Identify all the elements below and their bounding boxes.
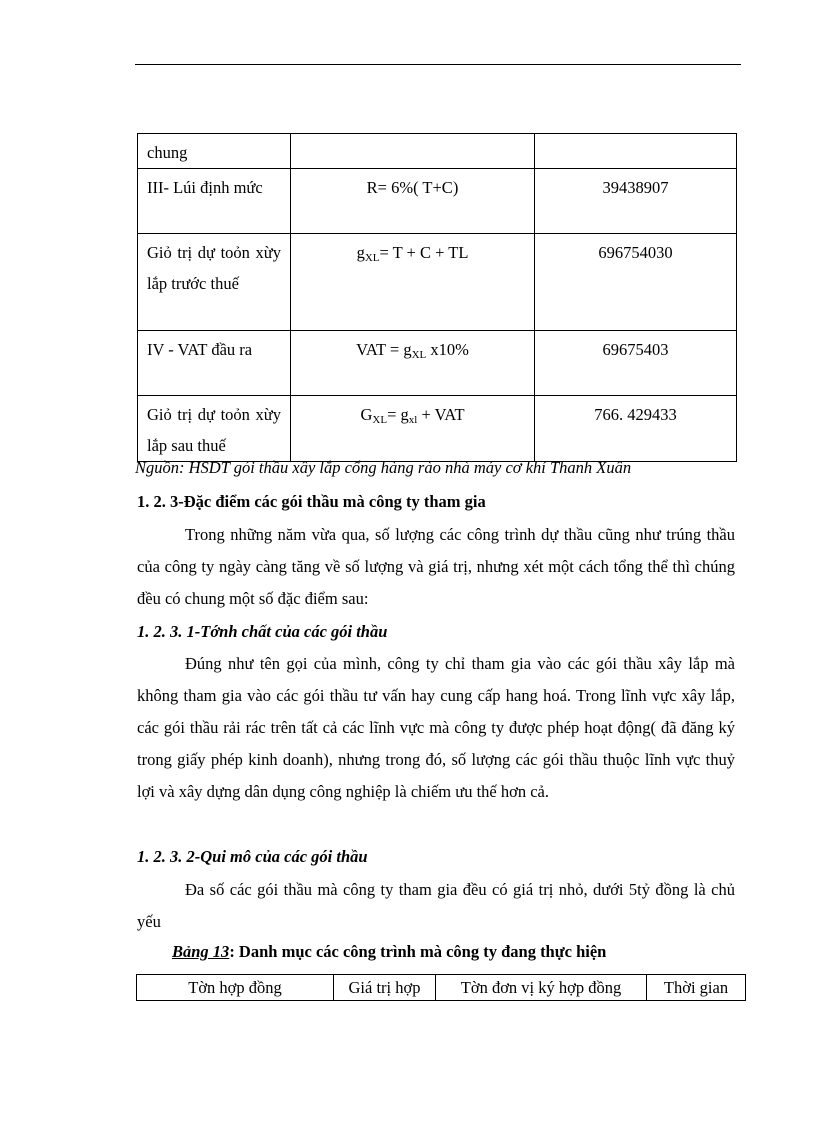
table-row bbox=[138, 169, 737, 234]
cell-label: III- Lúi định mức bbox=[138, 169, 291, 234]
formula-symbol: g bbox=[356, 243, 365, 262]
cell-label: chung bbox=[138, 134, 291, 169]
subsection-heading: 1. 2. 3. 1-Tớnh chất của các gói thầu bbox=[137, 622, 388, 641]
paragraph: Trong những năm vừa qua, số lượng các công trình dự thầu cũng như trúng thầu của công ty ngày càng tăng về số lượng và giá trị, nhưng xét một cách tổng thể thì chúng đều có chung một số đặc điểm sau: bbox=[137, 525, 735, 608]
column-header: Thời gian bbox=[647, 975, 746, 1001]
cell-value: 766. 429433 bbox=[535, 396, 737, 462]
formula-subscript: XL bbox=[411, 349, 427, 361]
source-note: Nguồn: HSDT gói thầu xây lắp cổng hàng rào nhà máy cơ khí Thanh Xuân bbox=[135, 458, 632, 477]
table-row bbox=[138, 134, 737, 169]
table-title: : Danh mục các công trình mà công ty đang thực hiện bbox=[229, 942, 607, 961]
cell-formula bbox=[291, 396, 535, 462]
cost-estimate-table bbox=[137, 133, 737, 462]
table-caption bbox=[172, 942, 606, 962]
paragraph: Đa số các gói thầu mà công ty tham gia đều có giá trị nhỏ, dưới 5tỷ đồng là chủ yếu bbox=[137, 880, 735, 931]
cell-label: Giỏ trị dự toỏn xừy lắp trước thuế bbox=[138, 234, 291, 331]
column-header: Tờn đơn vị ký hợp đồng bbox=[436, 975, 647, 1001]
table-row bbox=[138, 331, 737, 396]
table-row bbox=[138, 234, 737, 331]
formula-symbol: G bbox=[360, 405, 373, 424]
paragraph: Đúng như tên gọi của mình, công ty chỉ tham gia vào các gói thầu xây lắp mà không tham gia vào các gói thầu tư vấn hay cung cấp hang hoá. Trong lĩnh vực xây lắp, các gói thầu rải rác trên tất cả các lĩnh vực mà công ty được phép hoạt động( đã đăng ký trong giấy phép kinh doanh), nhưng trong đó, số lượng các gói thầu thuộc lĩnh vực thuỷ lợi và xây dựng dân dụng công nghiệp là chiếm ưu thế hơn cả. bbox=[137, 654, 735, 801]
formula-rest: + VAT bbox=[417, 405, 465, 424]
formula-rest: x10% bbox=[426, 340, 469, 359]
column-header: Tờn hợp đồng bbox=[137, 975, 334, 1001]
formula-rest: = T + C + TL bbox=[379, 243, 469, 262]
header-rule bbox=[135, 64, 741, 65]
cell-value: 696754030 bbox=[535, 234, 737, 331]
formula-subscript: XL bbox=[364, 252, 380, 264]
cell-formula bbox=[291, 331, 535, 396]
subsection-heading: 1. 2. 3. 2-Qui mô của các gói thầu bbox=[137, 847, 368, 866]
formula-prefix: VAT = bbox=[356, 340, 404, 359]
cell-label: Giỏ trị dự toỏn xừy lắp sau thuế bbox=[138, 396, 291, 462]
formula-mid: = g bbox=[387, 405, 409, 424]
formula-symbol: g bbox=[403, 340, 412, 359]
column-header: Giá trị hợp bbox=[334, 975, 436, 1001]
section-heading: 1. 2. 3-Đặc điểm các gói thầu mà công ty tham gia bbox=[137, 492, 486, 511]
cell-value: 39438907 bbox=[535, 169, 737, 234]
cell-value bbox=[535, 134, 737, 169]
formula-subscript: XL bbox=[372, 414, 388, 426]
table-header-row bbox=[137, 975, 746, 1001]
cell-formula bbox=[291, 134, 535, 169]
table-number: Bảng 13 bbox=[172, 942, 230, 961]
cell-value: 69675403 bbox=[535, 331, 737, 396]
cell-label: IV - VAT đầu ra bbox=[138, 331, 291, 396]
table-row bbox=[138, 396, 737, 462]
contracts-table bbox=[136, 974, 746, 1001]
cell-formula: R= 6%( T+C) bbox=[291, 169, 535, 234]
cell-formula bbox=[291, 234, 535, 331]
formula-subscript: xl bbox=[408, 414, 418, 426]
